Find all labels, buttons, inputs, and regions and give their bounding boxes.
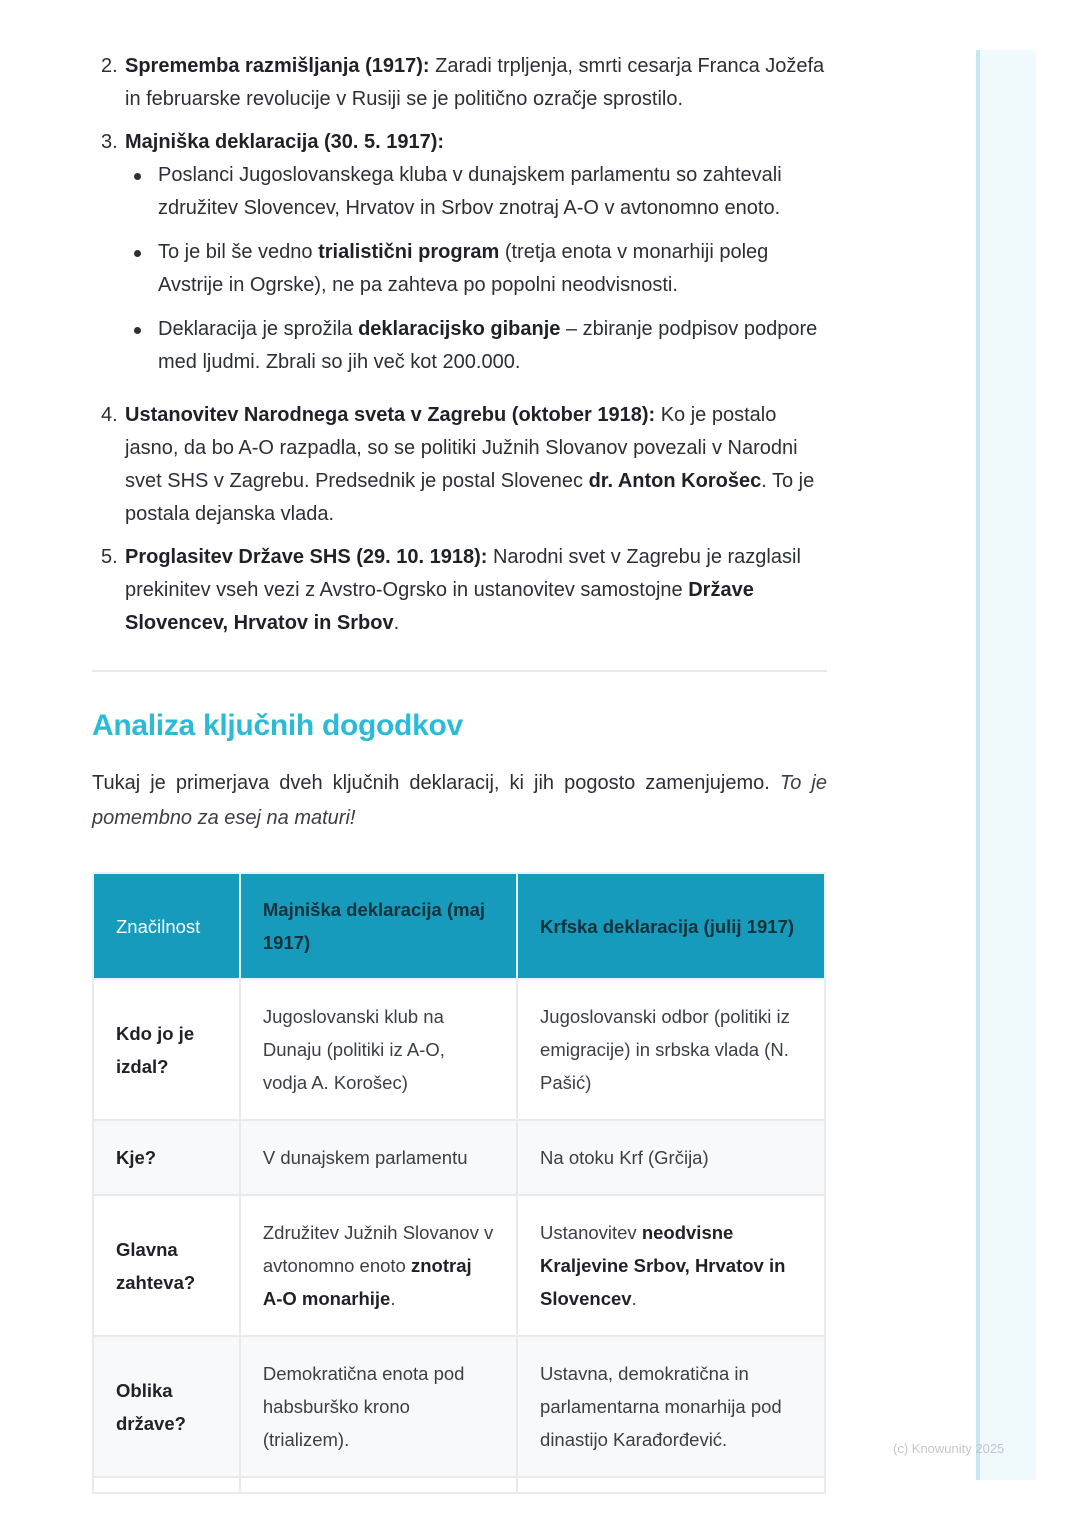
divider	[92, 670, 827, 672]
table-row	[93, 1336, 825, 1477]
list-item: 2. Sprememba razmišljanja (1917): Zaradi trpljenja, smrti cesarja Franca Jožefa in februarske revolucije v Rusiji se je politično ozračje sprostilo.	[101, 55, 825, 110]
watermark: (c) Knowunity 2025	[893, 1441, 1005, 1456]
list-item: 5. Proglasitev Države SHS (29. 10. 1918): Narodni svet v Zagrebu je razglasil prekinitev vseh vezi z Avstro-Ogrsko in ustanovitev samostojne Države Slovencev, Hrvatov in Srbov.	[101, 546, 801, 634]
table-row	[93, 1477, 825, 1493]
table-cell: V dunajskem parlamentu	[240, 1120, 517, 1195]
table-row	[93, 979, 825, 1120]
bullet-dot-icon	[134, 327, 141, 334]
bullet-list	[125, 159, 827, 379]
table-cell	[517, 1477, 825, 1493]
section-title: Analiza ključnih dogodkov	[92, 709, 463, 742]
table-cell: Jugoslovanski odbor (politiki iz emigracije) in srbska vlada (N. Pašić)	[517, 979, 825, 1120]
list-item: 4. Ustanovitev Narodnega sveta v Zagrebu (oktober 1918): Ko je postalo jasno, da bo A-O razpadla, so se politiki Južnih Slovanov povezali v Narodni svet SHS v Zagrebu. Predsednik je postal Slovenec dr. Anton Korošec. To je postala dejanska vlada.	[101, 404, 815, 525]
item-title: Sprememba razmišljanja (1917):	[125, 55, 430, 77]
row-label: Kdo jo je izdal?	[93, 979, 240, 1120]
document-content	[92, 50, 827, 1494]
bullet-item: To je bil še vedno trialistični program (tretja enota v monarhiji poleg Avstrije in Ogrske), ne pa zahteva po popolni neodvisnosti.	[125, 236, 827, 302]
table-cell: Demokratična enota pod habsburško krono (trializem).	[240, 1336, 517, 1477]
table-cell	[93, 1477, 240, 1493]
bullet-item: Poslanci Jugoslovanskega kluba v dunajskem parlamentu so zahtevali združitev Slovencev, Hrvatov in Srbov znotraj A-O v avtonomno enoto.	[125, 159, 827, 225]
column-header: Majniška deklaracija (maj 1917)	[240, 873, 517, 979]
bullet-dot-icon	[134, 250, 141, 257]
intro-paragraph: Tukaj je primerjava dveh ključnih deklaracij, ki jih pogosto zamenjujemo. To je pomembno za esej na maturi!	[92, 772, 827, 829]
bullet-dot-icon	[134, 173, 141, 180]
event-list	[92, 50, 827, 640]
item-text: Zaradi trpljenja, smrti cesarja Franca Jožefa in februarske revolucije v Rusiji se je politično ozračje sprostilo.	[125, 55, 825, 110]
table-cell	[240, 1477, 517, 1493]
table-cell: Ustavna, demokratična in parlamentarna monarhija pod dinastijo Karađorđević.	[517, 1336, 825, 1477]
table-cell: Jugoslovanski klub na Dunaju (politiki iz A-O, vodja A. Korošec)	[240, 979, 517, 1120]
item-title: Majniška deklaracija (30. 5. 1917):	[125, 131, 445, 153]
row-label: Kje?	[93, 1120, 240, 1195]
table-cell: Ustanovitev neodvisne Kraljevine Srbov, Hrvatov in Slovencev.	[517, 1195, 825, 1336]
table-header-row	[93, 873, 825, 979]
item-title: Ustanovitev Narodnega sveta v Zagrebu (oktober 1918):	[125, 404, 656, 426]
item-title: Proglasitev Države SHS (29. 10. 1918):	[125, 546, 488, 568]
table-row	[93, 1195, 825, 1336]
row-label: Oblika države?	[93, 1336, 240, 1477]
table-cell: Na otoku Krf (Grčija)	[517, 1120, 825, 1195]
table-cell: Združitev Južnih Slovanov v avtonomno enoto znotraj A-O monarhije.	[240, 1195, 517, 1336]
comparison-table	[92, 872, 826, 1494]
bullet-item: Deklaracija je sprožila deklaracijsko gibanje – zbiranje podpisov podpore med ljudmi. Zbrali so jih več kot 200.000.	[125, 313, 827, 379]
column-header: Krfska deklaracija (julij 1917)	[517, 873, 825, 979]
row-label: Glavna zahteva?	[93, 1195, 240, 1336]
side-panel	[976, 50, 1036, 1480]
table-row	[93, 1120, 825, 1195]
list-item: 3. Majniška deklaracija (30. 5. 1917): Poslanci Jugoslovanskega kluba v dunajskem parlamentu so zahtevali združitev Slovencev, Hrvatov in Srbov znotraj A-O v avtonomno enoto. To je bil še vedno trialistični program (tretja enota v monarhiji poleg Avstrije in Ogrske), ne pa zahteva po popolni neodvisnosti. Deklaracija je sprožila deklaracijsko gibanje – zbiranje podpisov podpore med ljudmi. Zbrali so jih več kot 200.000.	[92, 126, 827, 379]
column-header: Značilnost	[93, 873, 240, 979]
